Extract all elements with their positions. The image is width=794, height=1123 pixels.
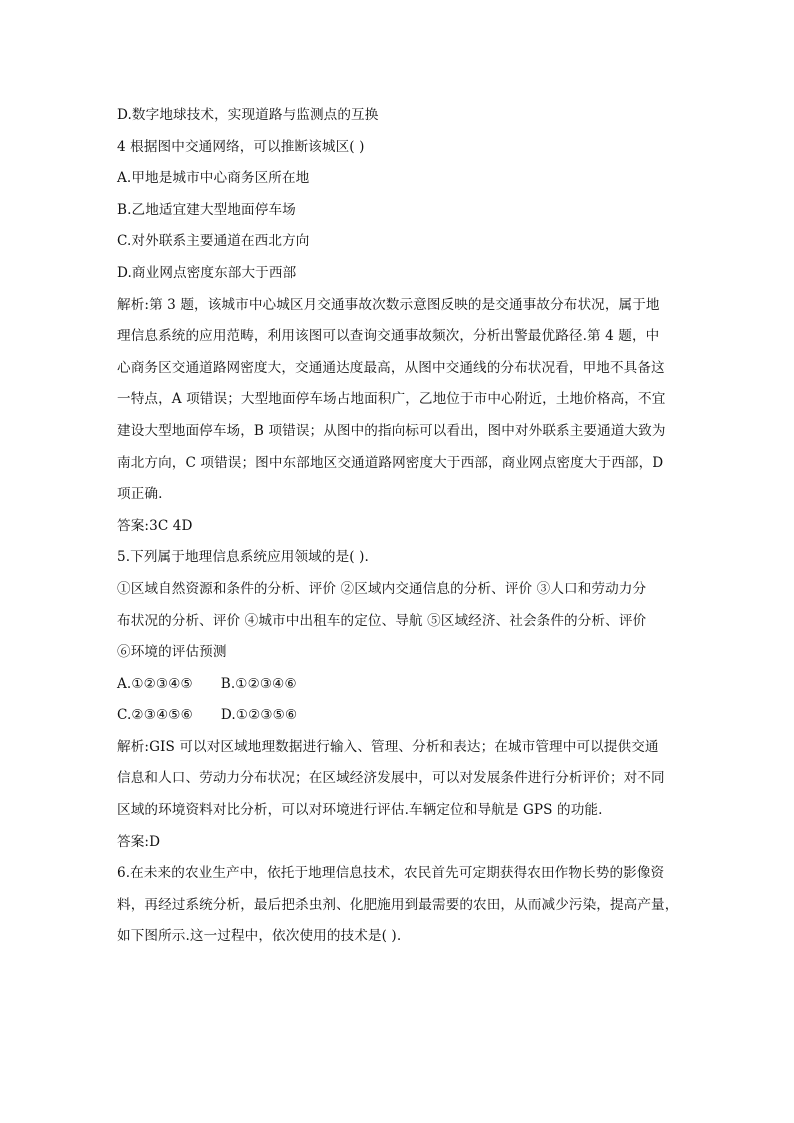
q5-stem: 5.下列属于地理信息系统应用领域的是( ).	[117, 549, 369, 566]
q5-item-line: ①区域自然资源和条件的分析、评价 ②区域内交通信息的分析、评价 ③人口和劳动力分	[117, 580, 647, 597]
q5-analysis	[117, 732, 682, 827]
q5-analysis-line: 区域的环境资料对比分析，可以对环境进行评估.车辆定位和导航是 GPS 的功能.	[117, 802, 603, 819]
q4-answer: 答案:3C 4D	[117, 517, 193, 534]
q4-option-c: C.对外联系主要通道在西北方向	[117, 233, 310, 250]
q4-analysis-line: 建设大型地面停车场，B 项错误；从图中的指向标可以看出，图中对外联系主要通道大致为	[117, 422, 666, 439]
q5-option-b: B.①②③④⑥	[220, 675, 297, 692]
q5-analysis-line: 信息和人口、劳动力分布状况；在区域经济发展中，可以对发展条件进行分析评价；对不同	[117, 770, 665, 787]
q4-analysis	[117, 290, 682, 511]
q5-options-row-2	[117, 700, 682, 732]
q5-options-row-1	[117, 669, 682, 701]
q4-analysis-line: 南北方向，C 项错误；图中东部地区交通道路网密度大于西部，商业网点密度大于西部，D	[117, 454, 664, 471]
q4-analysis-line: 项正确.	[117, 486, 163, 503]
q4-option-d: D.商业网点密度东部大于西部	[117, 264, 297, 281]
q3-option-d: D.数字地球技术，实现道路与监测点的互换	[117, 107, 379, 123]
q4-analysis-line: 解析:第 3 题，该城市中心城区月交通事故次数示意图反映的是交通事故分布状况，属于地	[117, 296, 660, 313]
q5-option-d: D.①②③⑤⑥	[220, 707, 298, 724]
q5-answer: 答案:D	[117, 833, 161, 850]
q4-stem: 4 根据图中交通网络，可以推断该城区( )	[117, 138, 365, 155]
document-page	[117, 100, 682, 953]
q5-item-line: ⑥环境的评估预测	[117, 644, 227, 661]
q5-analysis-line: 解析:GIS 可以对区域地理数据进行输入、管理、分析和表达；在城市管理中可以提供交通	[117, 738, 659, 755]
q4-analysis-line: 心商务区交通道路网密度大，交通通达度最高，从图中交通线的分布状况看，甲地不具备这	[117, 359, 665, 376]
q5-option-a: A.①②③④⑤	[117, 675, 193, 692]
q5-item-line: 布状况的分析、评价 ④城市中出租车的定位、导航 ⑤区域经济、社会条件的分析、评价	[117, 612, 647, 629]
q4-option-a: A.甲地是城市中心商务区所在地	[117, 170, 310, 187]
q6-stem-line: 如下图所示.这一过程中，依次使用的技术是( ).	[117, 928, 402, 945]
q4-analysis-line: 理信息系统的应用范畴，利用该图可以查询交通事故频次，分析出警最优路径.第 4 题，中	[117, 328, 660, 345]
q6-stem	[117, 858, 682, 953]
q4-analysis-line: 一特点，A 项错误；大型地面停车场占地面积广，乙地位于市中心附近，土地价格高，不宜	[117, 391, 666, 408]
q5-option-c: C.②③④⑤⑥	[117, 707, 193, 724]
q6-stem-line: 料，再经过系统分析，最后把杀虫剂、化肥施用到最需要的农田，从而减少污染，提高产量，	[117, 896, 679, 913]
q6-stem-line: 6.在未来的农业生产中，依托于地理信息技术，农民首先可定期获得农田作物长势的影像资	[117, 865, 665, 882]
q5-items	[117, 574, 682, 669]
q4-option-b: B.乙地适宜建大型地面停车场	[117, 201, 296, 218]
